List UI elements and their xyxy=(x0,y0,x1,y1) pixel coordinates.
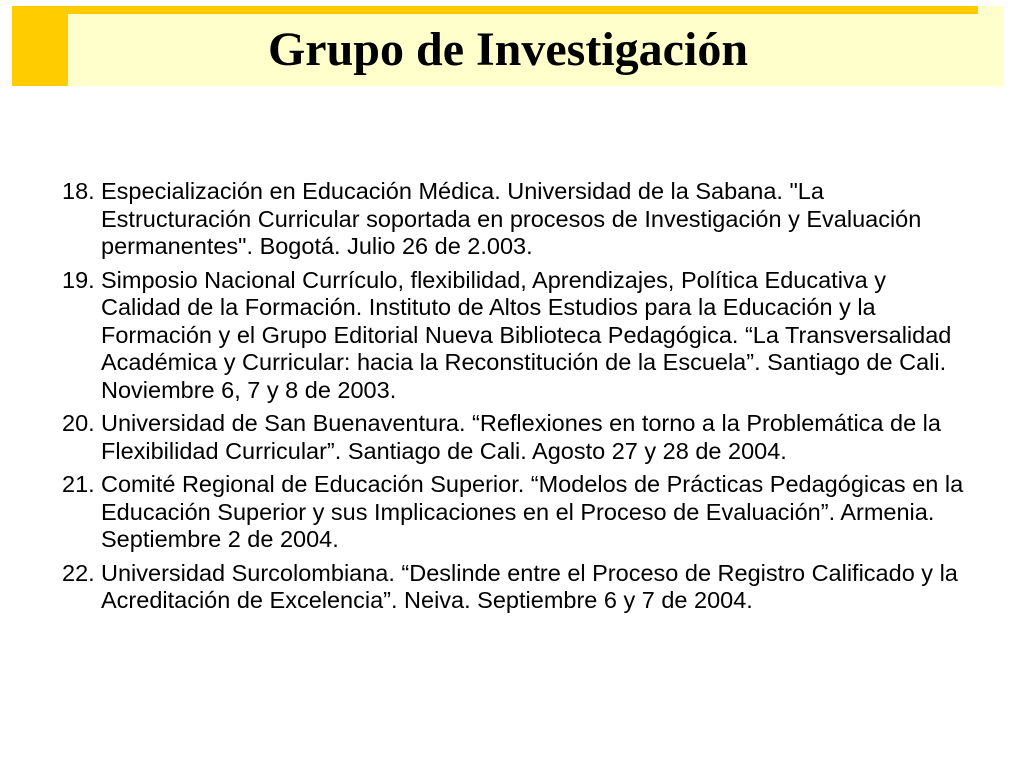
list-item xyxy=(62,267,968,405)
list-item-number: 22. xyxy=(62,559,95,586)
list-item xyxy=(62,178,968,261)
list-item-text: Simposio Nacional Currículo, flexibilidad, Aprendizajes, Política Educativa y Calidad de la Formación. Instituto de Altos Estudios para la Educación y la Formación y el Grupo Editorial Nueva Biblioteca Pedagógica. “La Transversalidad Académica y Curricular: hacia la Reconstitución de la Escuela”. Santiago de Cali. Noviembre 6, 7 y 8 de 2003. xyxy=(101,266,952,403)
list-item xyxy=(62,471,968,554)
title-top-accent-band xyxy=(12,6,978,14)
title-left-accent-block xyxy=(12,6,68,86)
list-item xyxy=(62,410,968,465)
list-item-number: 20. xyxy=(62,410,95,436)
slide-title: Grupo de Investigación xyxy=(267,23,749,76)
reference-list xyxy=(62,178,968,621)
list-item xyxy=(62,560,968,615)
list-item-text: Comité Regional de Educación Superior. “Modelos de Prácticas Pedagógicas en la Educación Superior y sus Implicaciones en el Proceso de Evaluación”. Armenia. Septiembre 2 de 2004. xyxy=(101,471,964,552)
list-item-number: 19. xyxy=(62,266,95,293)
list-item-number: 21. xyxy=(62,471,95,497)
list-item-text: Universidad de San Buenaventura. “Reflexiones en torno a la Problemática de la Flexibilidad Curricular”. Santiago de Cali. Agosto 27 y 28 de 2004. xyxy=(101,410,941,464)
list-item-number: 18. xyxy=(62,178,95,204)
list-item-text: Especialización en Educación Médica. Universidad de la Sabana. "La Estructuración Curricular soportada en procesos de Investigación y Evaluación permanentes". Bogotá. Julio 26 de 2.003. xyxy=(101,178,922,259)
title-bar xyxy=(12,6,1004,86)
list-item-text: Universidad Surcolombiana. “Deslinde entre el Proceso de Registro Calificado y la Acreditación de Excelencia”. Neiva. Septiembre 6 y 7 de 2004. xyxy=(101,559,958,613)
